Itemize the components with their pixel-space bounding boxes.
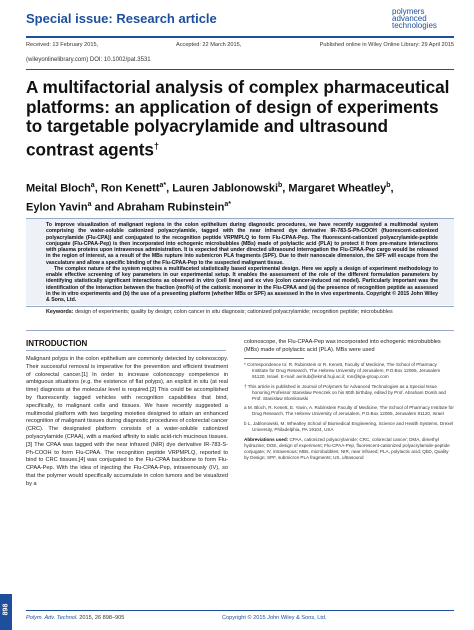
introduction-right-column	[244, 339, 454, 354]
title-text: A multifactorial analysis of complex pharmaceutical platforms: an application of design of experiments to targetable polyacrylamide and ultrasound contrast agents	[26, 77, 450, 160]
author: Lauren Jablonowski	[172, 182, 278, 195]
footer-citation	[26, 615, 124, 621]
article-title	[26, 78, 456, 160]
introduction-text-continued: colonoscope, the Flu-CPAA-Pep was incorporated into echogenic microbubbles (MBs) made of polylactic acid (PLA). MBs were used	[244, 339, 441, 353]
introduction-rule	[26, 350, 226, 351]
author-affiliation-mark: b	[278, 182, 283, 189]
author-list: Meital Bloch$^a$, Ron Kenett$^{a*}$, Lauren Jablonowski$^b$, Margaret Wheatley$^b$, Eylon Yavin$^a$ and Abraham Rubinstein$^{a*}$	[26, 182, 394, 214]
title-dagger: †	[153, 140, 159, 151]
abstract-paragraph: The complex nature of the system requires a multifaceted statistically based experimental design. Here we apply a design of experiment methodology to enable effective screening of key parameters in our experimental setup. It enables the assessment of the role of the different formulation parameters by identifying statistically significant interactions as observed in vitro (cell lines) and ex vivo (colon cancer-induced rat model). Particularly important was the identification of the interaction between the fraction (mol%) of the cationic monomer in the Flu-CPAA and (a) the presence of recognition peptide as assessed in the in vitro experiments and (b) the use of a presenting platform (whether MBs or SPF) as assessed in the in vivo experiments. Copyright © 2015 John Wiley & Sons, Ltd.	[46, 265, 438, 303]
correspondence-note: * Correspondence to: R. Rubinstein or R. Kenett, Faculty of Medicine, The School of Pharmacy Institute for Drug Research, The Hebrew University of Jerusalem, P.O.Box 12065, Jerusalem 91120, Israel. E-mail: avrirub@ekmd.huji.ac.il; ron@kpa-group.com	[244, 362, 441, 379]
accepted-date: Accepted: 22 March 2015,	[176, 42, 242, 48]
journal-abbrev: Polym. Adv. Technol.	[26, 615, 78, 621]
author-affiliation-mark: a	[90, 182, 95, 189]
received-date: Received: 13 February 2015,	[26, 42, 99, 48]
footnote-rule	[244, 358, 304, 359]
affiliation-a: a M. Bloch, R. Kenett, E. Yavin, A. Rubinstein Faculty of Medicine, The School of Pharmacy Institute for Drug Research, The Hebrew University of Jerusalem, P.O.Box 12065, Jerusalem 91120, Israel	[244, 405, 454, 417]
keywords-label: Keywords:	[46, 309, 74, 315]
abbreviations-note	[244, 437, 454, 461]
author: Ron Kenett	[100, 182, 160, 195]
author-affiliation-mark: a*	[224, 200, 231, 208]
section-label: Special issue: Research article	[26, 11, 217, 26]
keywords-rule	[26, 330, 454, 331]
footnotes	[244, 362, 454, 465]
footer-copyright: Copyright © 2015 John Wiley & Sons, Ltd.	[222, 615, 327, 621]
author: Abraham Rubinstein	[116, 201, 225, 214]
page-number: 898	[2, 603, 10, 616]
author-affiliation-mark: a*	[159, 182, 167, 189]
dagger-note: † This article is published in Journal of Polymers for Advanced Technologies as a Special Issue honoring Professor Stanislaw Penczek on his 80th birthday, edited by Prof. Abraham Domb and Prof. Stanislaw Slomkowski	[244, 383, 446, 401]
journal-logo: polymers advanced technologies	[392, 7, 437, 30]
author: Meital Bloch	[26, 182, 91, 195]
published-date: Published online in Wiley Online Library: 29 April 2015	[319, 42, 454, 48]
publication-dates	[26, 42, 454, 52]
abbreviations-text: CPAA, cationized polyacrylamide; CRC, colorectal cancer; DMA, dimethyl hydrazine; DOE, design of experiment; Flu-CPAA-Pep, fluorescent-cationized polyacrylamide-peptide conjugate; IV, intravenous; MBs, microbubbles; NIR, near infrared; PLA, polylactic acid; QbD, Quality by Design; SPF, submicron PLA fragments; US, ultrasound	[244, 437, 450, 460]
author-affiliation-mark: b	[386, 182, 391, 189]
author: Margaret Wheatley	[288, 182, 387, 195]
abstract	[46, 222, 438, 303]
page-header	[26, 8, 454, 34]
title-rule	[26, 69, 454, 70]
header-rule	[26, 36, 454, 38]
abbreviations-label: Abbreviations used:	[244, 437, 289, 443]
citation-text: 2015, 26 898–905	[79, 615, 125, 621]
doi-line[interactable]: (wileyonlinelibrary.com) DOI: 10.1002/pat.3531	[26, 57, 151, 63]
author: Eylon Yavin	[26, 201, 88, 214]
footer-rule	[26, 610, 454, 611]
keywords	[46, 309, 438, 316]
introduction-text: Malignant polyps in the colon epithelium are commonly detected by colonoscopy. Their successful removal is imperative for the prevention and efficient treatment of colorectal cancer.[1] In order to increase colonoscopy competence in ambiguous situations (e.g. the existence of flat polyps), an explicit in situ (at real time) diagnosis at the molecular level is required.[2] This could be accomplished by fluorescently tagged vehicles with recognition capabilities that bind, specifically, to malignant cells and tissues. We have recently suggested a multimodal platform with two targeting moieties designed to attain an enhanced recognition of malignant tissues during diagnostic procedures of colorectal cancer (CRC). The designated platform consists of a water-soluble cationized polyacrylamide (CPAA), with a marked affinity to sialic acid-rich mucinous tissues.[3] The CPAA was tagged with the near infrared (NIR) dye derivative IR-783-S-Ph-COOH to form Flu-CPAA. The recognition peptide VRPMPLQ, reported to bind to CRC tissues,[4] was conjugated to the Flu-CPAA backbone to form Flu-CPAA-Pep. With the idea of injecting the Flu-CPAA-Pep, intravenously (IV), so that the polymer would specifically accumulate in colon tumors and be visualized by a	[26, 356, 228, 487]
keywords-text: design of experiments; quality by design; colon cancer in situ diagnosis; cationized polyacrylamide; recognition peptide; microbubbles	[75, 309, 393, 315]
affiliation-b: b L. Jablonowski, M. Wheatley School of Biomedical Engineering, Science and Health Systems, Drexel University, Philadelphia, PA 19104, USA	[244, 421, 454, 433]
abstract-paragraph: To improve visualization of malignant regions in the colon epithelium during diagnostic procedures, we have recently suggested a multimodal system comprising the water-soluble cationized polyacrylamide, tagged with the near infrared dye derivative IR-783-S-Ph-COOH (fluorescent-cationized polyacrylamide (Flu-CPA)) and conjugated to the recognition peptide VRPMPLQ to form Flu-CPAA-Pep. The fluorescent-cationized polyacrylamide-peptide conjugate (Flu-CPAA-Pep) is then incorporated into echogenic microbubbles (MBs) made of polylactic acid (PLA) to protect it from pre-mature interactions with plasma proteins upon intravenous administration. It is expected that under directed ultrasound interrogation the Flu-CPAA-Pep cargo would be released in the region of interest, as a result of the MBs rupture into submicron PLA fragments (SPF). Due to their nanoscale dimension, the SPF will escape from the vasculature and allow a specific binding of the Flu-CPAA-Pep to the suspected malignant tissue.	[46, 222, 438, 266]
author-affiliation-mark: a	[87, 200, 92, 208]
introduction-heading: INTRODUCTION	[26, 339, 88, 348]
abstract-rule	[26, 306, 454, 307]
introduction-left-column	[26, 356, 228, 489]
